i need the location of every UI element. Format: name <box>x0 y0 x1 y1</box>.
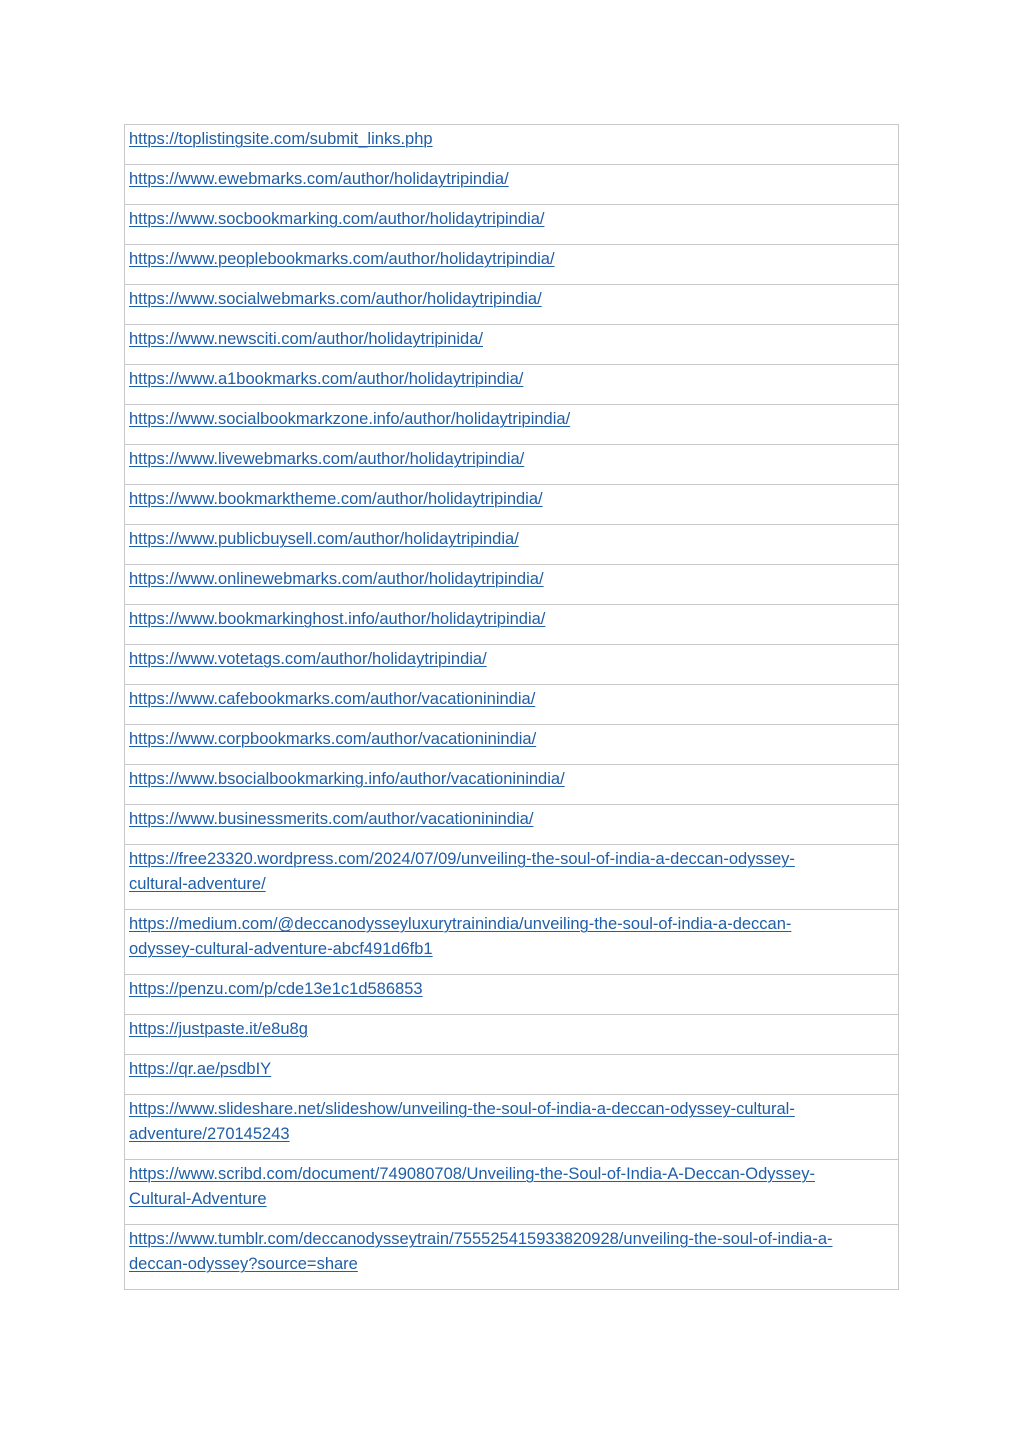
table-row <box>125 485 899 525</box>
link-cell <box>125 485 899 525</box>
table-row <box>125 1055 899 1095</box>
table-row <box>125 685 899 725</box>
url-line: https://www.businessmerits.com/author/vacationinindia/ <box>129 810 534 828</box>
url-line: https://www.socialwebmarks.com/author/holidaytripindia/ <box>129 290 542 308</box>
url-link[interactable] <box>129 325 894 352</box>
url-line: https://www.tumblr.com/deccanodysseytrain/755525415933820928/unveiling-the-soul-of-india-a- <box>129 1230 833 1248</box>
url-link[interactable] <box>129 645 894 672</box>
link-cell <box>125 725 899 765</box>
link-cell <box>125 1225 899 1290</box>
url-line: adventure/270145243 <box>129 1125 290 1143</box>
table-row <box>125 205 899 245</box>
link-cell <box>125 1160 899 1225</box>
url-line: https://www.slideshare.net/slideshow/unveiling-the-soul-of-india-a-deccan-odyssey-cultural- <box>129 1100 795 1118</box>
table-row <box>125 1160 899 1225</box>
url-line: https://www.bookmarkinghost.info/author/holidaytripindia/ <box>129 610 546 628</box>
url-line: Cultural-Adventure <box>129 1190 267 1208</box>
url-line: odyssey-cultural-adventure-abcf491d6fb1 <box>129 940 433 958</box>
url-line: https://www.corpbookmarks.com/author/vacationinindia/ <box>129 730 537 748</box>
url-link[interactable] <box>129 1095 894 1147</box>
url-line: https://justpaste.it/e8u8g <box>129 1020 308 1038</box>
url-link[interactable] <box>129 765 894 792</box>
link-cell <box>125 525 899 565</box>
url-link[interactable] <box>129 285 894 312</box>
url-link[interactable] <box>129 975 894 1002</box>
link-cell <box>125 565 899 605</box>
link-cell <box>125 1055 899 1095</box>
link-cell <box>125 685 899 725</box>
table-row <box>125 1225 899 1290</box>
url-line: https://www.cafebookmarks.com/author/vacationinindia/ <box>129 690 536 708</box>
url-line: cultural-adventure/ <box>129 875 266 893</box>
url-line: https://www.peoplebookmarks.com/author/holidaytripindia/ <box>129 250 555 268</box>
url-line: https://www.socbookmarking.com/author/holidaytripindia/ <box>129 210 545 228</box>
table-row <box>125 565 899 605</box>
url-line: https://penzu.com/p/cde13e1c1d586853 <box>129 980 423 998</box>
url-link[interactable] <box>129 1015 894 1042</box>
url-link[interactable] <box>129 910 894 962</box>
table-row <box>125 445 899 485</box>
table-row <box>125 975 899 1015</box>
url-link[interactable] <box>129 1055 894 1082</box>
table-row <box>125 365 899 405</box>
url-line: https://www.onlinewebmarks.com/author/holidaytripindia/ <box>129 570 544 588</box>
link-cell <box>125 645 899 685</box>
link-cell <box>125 1015 899 1055</box>
url-line: https://www.scribd.com/document/749080708/Unveiling-the-Soul-of-India-A-Deccan-Odyssey- <box>129 1165 815 1183</box>
table-row <box>125 645 899 685</box>
table-row <box>125 245 899 285</box>
table-row <box>125 125 899 165</box>
link-cell <box>125 365 899 405</box>
url-link[interactable] <box>129 605 894 632</box>
link-cell <box>125 975 899 1015</box>
url-line: https://www.newsciti.com/author/holidaytripinida/ <box>129 330 483 348</box>
table-row <box>125 765 899 805</box>
url-link[interactable] <box>129 525 894 552</box>
link-cell <box>125 445 899 485</box>
table-row <box>125 325 899 365</box>
url-link[interactable] <box>129 125 894 152</box>
link-cell <box>125 405 899 445</box>
table-row <box>125 285 899 325</box>
table-row <box>125 805 899 845</box>
link-cell <box>125 1095 899 1160</box>
links-table-body <box>125 125 899 1290</box>
table-row <box>125 1015 899 1055</box>
url-link[interactable] <box>129 245 894 272</box>
url-link[interactable] <box>129 445 894 472</box>
table-row <box>125 845 899 910</box>
url-line: https://www.a1bookmarks.com/author/holidaytripindia/ <box>129 370 524 388</box>
url-link[interactable] <box>129 685 894 712</box>
url-link[interactable] <box>129 1225 894 1277</box>
url-line: https://www.votetags.com/author/holidaytripindia/ <box>129 650 487 668</box>
link-cell <box>125 245 899 285</box>
link-cell <box>125 910 899 975</box>
url-link[interactable] <box>129 805 894 832</box>
url-line: https://toplistingsite.com/submit_links.php <box>129 130 433 148</box>
url-line: https://www.bsocialbookmarking.info/author/vacationinindia/ <box>129 770 565 788</box>
url-line: https://free23320.wordpress.com/2024/07/09/unveiling-the-soul-of-india-a-deccan-odyssey- <box>129 850 795 868</box>
table-row <box>125 405 899 445</box>
url-line: https://qr.ae/psdbIY <box>129 1060 272 1078</box>
url-link[interactable] <box>129 365 894 392</box>
link-cell <box>125 165 899 205</box>
url-line: https://www.socialbookmarkzone.info/author/holidaytripindia/ <box>129 410 571 428</box>
url-link[interactable] <box>129 485 894 512</box>
table-row <box>125 605 899 645</box>
url-line: https://www.livewebmarks.com/author/holidaytripindia/ <box>129 450 525 468</box>
table-row <box>125 525 899 565</box>
link-cell <box>125 605 899 645</box>
link-cell <box>125 325 899 365</box>
url-line: https://www.bookmarktheme.com/author/holidaytripindia/ <box>129 490 543 508</box>
table-row <box>125 725 899 765</box>
table-row <box>125 1095 899 1160</box>
table-row <box>125 165 899 205</box>
url-link[interactable] <box>129 565 894 592</box>
url-link[interactable] <box>129 405 894 432</box>
link-cell <box>125 205 899 245</box>
url-link[interactable] <box>129 725 894 752</box>
url-line: deccan-odyssey?source=share <box>129 1255 358 1273</box>
url-link[interactable] <box>129 165 894 192</box>
url-link[interactable] <box>129 845 894 897</box>
url-line: https://www.publicbuysell.com/author/holidaytripindia/ <box>129 530 519 548</box>
url-link[interactable] <box>129 205 894 232</box>
url-line: https://www.ewebmarks.com/author/holidaytripindia/ <box>129 170 509 188</box>
link-cell <box>125 125 899 165</box>
link-cell <box>125 285 899 325</box>
link-cell <box>125 805 899 845</box>
link-cell <box>125 845 899 910</box>
table-row <box>125 910 899 975</box>
links-table <box>124 124 899 1290</box>
link-cell <box>125 765 899 805</box>
url-line: https://medium.com/@deccanodysseyluxurytrainindia/unveiling-the-soul-of-india-a-deccan- <box>129 915 792 933</box>
url-link[interactable] <box>129 1160 894 1212</box>
